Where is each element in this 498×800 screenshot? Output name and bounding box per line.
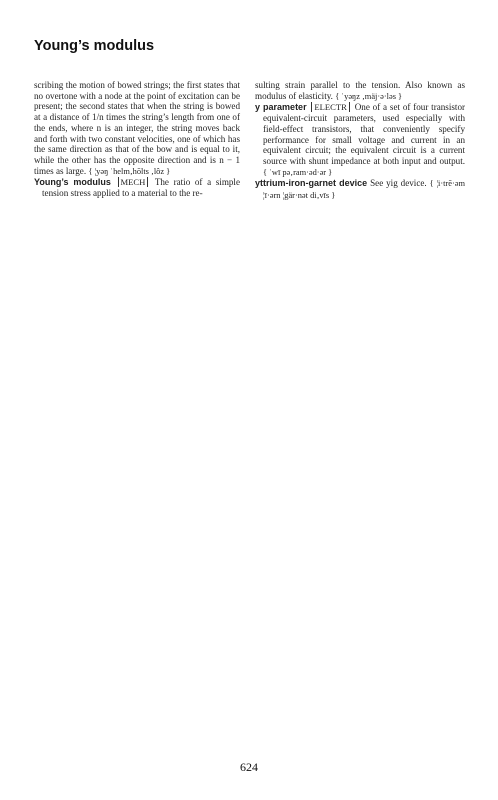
running-head: Young’s modulus [34,38,155,54]
continued-entry [255,80,465,102]
headword: Young’s modulus [34,177,111,188]
pronunciation: { ¦yəŋ ˈhelm‚hōlts ‚lôz } [88,166,171,176]
entry-yttrium-iron-garnet-device [255,178,465,201]
right-column [255,80,465,202]
field-label: MECH [118,177,149,187]
definition: See yig device. [370,178,427,189]
pronunciation: { ˈyəŋz ‚mäj·ə·ləs } [335,91,403,101]
entry-youngs-modulus [34,177,240,198]
headword: y parameter [255,102,307,113]
entry-y-parameter [255,102,465,178]
definition: One of a set of four transistor equivalent-circuit parameters, used especially with field-effect transistors, that conveniently specify performance for small voltage and current in an equivalent circuit; the equivalent circuit is a current source with shunt impedance at both input and output. [263,102,466,166]
headword: yttrium-iron-garnet device [255,178,368,189]
left-column [34,80,240,199]
page-number: 624 [240,760,258,774]
continued-definition: sulting strain parallel to the tension. Also known as modulus of elasticity. [255,80,465,101]
continued-entry [34,80,240,177]
field-label: ELECTR [311,102,349,112]
pronunciation: { ˈwī pə‚ram·əd·ər } [263,167,333,177]
pronunciation: { ¦i·trē·əm ¦ī·ərn ¦gär·nət di‚vīs } [263,179,465,201]
continued-definition: scribing the motion of bowed strings; the first states that no overtone with a node at the point of excitation can be present; the second states that when the string is bowed at a distance of 1/n times the string’s length from one of the ends, where n is an integer, the string moves back and forth with two constant velocities, one of which has the same direction as that of the bow and is equal to it, while the other has the opposite direction and is n − 1 times as large. [34,80,240,176]
definition: The ratio of a simple tension stress applied to a material to the re- [42,177,240,199]
